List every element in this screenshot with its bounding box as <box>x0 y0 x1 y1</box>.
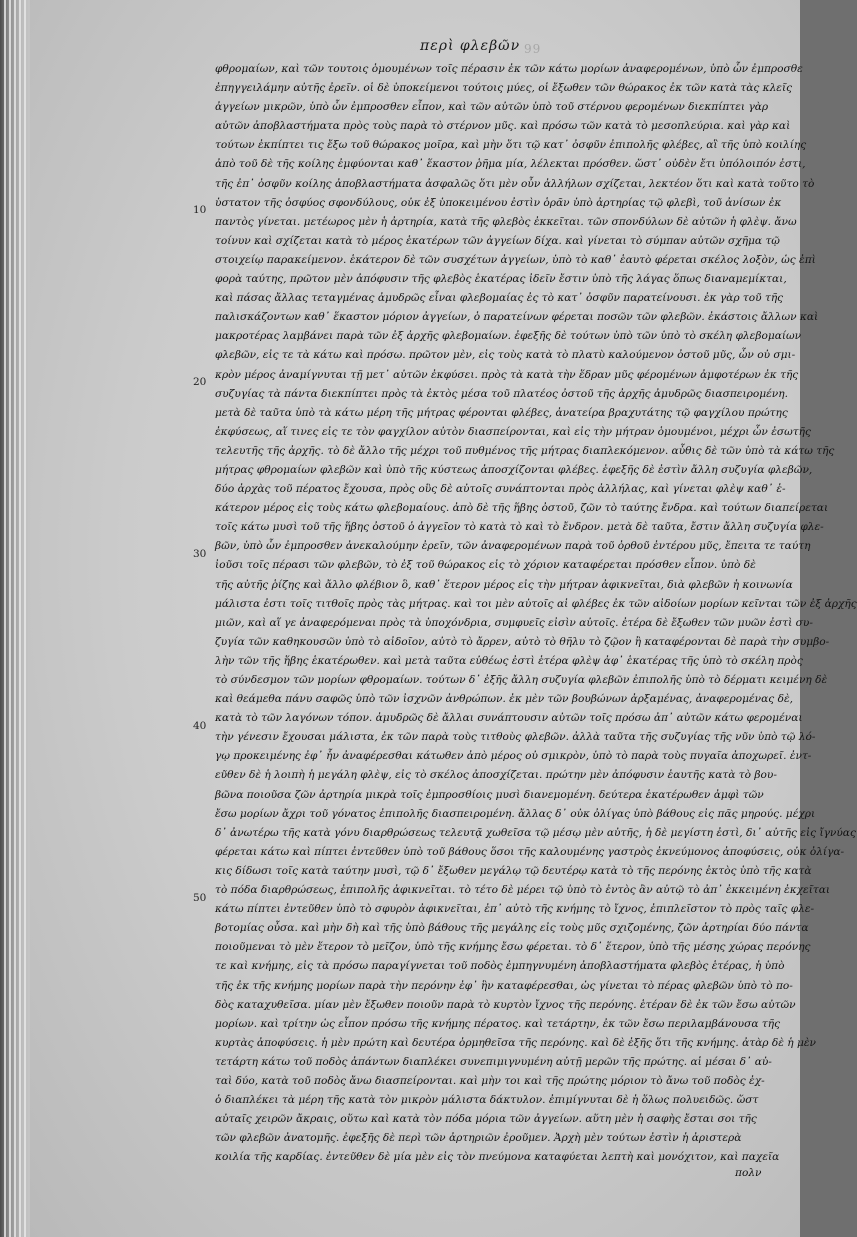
text-line: τετάρτη κάτω τοῦ ποδὸς ἁπάντων διαπλέκει συνεπιμιγνυμένη αὐτῇ μερῶν τῆς πρώτης. αἱ μέσαι δ᾽ αὐ- <box>215 1055 772 1068</box>
line-number: 20 <box>193 376 207 388</box>
text-line: κοιλία τῆς καρδίας. ἐντεῦθεν δὲ μία μὲν εἰς τὸν πνεύμονα καταφύεται λεπτὴ καὶ μονόχιτον, καὶ παχεῖα <box>215 1151 780 1164</box>
text-line: ἐκφύσεως, αἵ τινες εἰς τε τὸν φαγχίλον αὐτὸν διασπείρονται, καὶ εἰς τὴν μήτραν ὁμουμένοι, μέχρι ὧν ἐσωτῆς <box>215 425 811 438</box>
text-line: παλισκάζοντων καθ᾽ ἕκαστον μόριον ἀγγείων, ὁ παρατείνων φέρεται ποσῶν τῶν φλεβῶν. ἐκάστοις ἄλλων καὶ <box>215 311 819 324</box>
text-line: βῶνα ποιοῦσα ζῶν ἀρτηρία μικρὰ τοῖς ἐμπροσθίοις μυσὶ διανεμομένη. δεύτερα ἑκατέρωθεν ἀμφὶ τῶν <box>215 788 764 801</box>
text-line: κατὰ τὸ τῶν λαγόνων τόπον. ἀμυδρῶς δὲ ἄλλαι συνάπτουσιν αὐτῶν τοῖς πρόσω ἀπ᾽ αὐτῶν κάτω φερομέναι <box>215 712 803 725</box>
text-line: κις δίδωσι τοῖς κατὰ ταύτην μυσὶ, τῷ δ᾽ ἔξωθεν μεγάλῳ τῷ δευτέρῳ κατὰ τὸ τῆς περόνης ἐκτὸς ὑπὸ τῆς κατὰ <box>215 864 812 877</box>
text-line: λὴν τῶν τῆς ἥβης ἑκατέρωθεν. καὶ μετὰ ταῦτα εὐθέως ἐστὶ ἑτέρα φλὲψ ἀφ᾽ ἑκατέρας τῆς ὑπὸ τὸ σκέλη πρὸς <box>215 654 803 667</box>
text-line: αὐτῶν ἀποβλαστήματα πρὸς τοὺς παρὰ τὸ στέρνον μῦς. καὶ πρόσω τῶν κατὰ τὸ μεσοπλεύρια. καὶ γὰρ καὶ <box>215 120 791 133</box>
text-line: εῦθεν δὲ ἡ λοιπὴ ἡ μεγάλη φλὲψ, εἰς τὸ σκέλος ἀποσχίζεται. πρώτην μὲν ἀπόφυσιν ἑαυτῆς κατὰ τὸ βου- <box>215 769 777 782</box>
text-line: καὶ πάσας ἄλλας τεταγμένας ἀμυδρῶς εἶναι φλεβομαίας ἐς τὸ κατ᾽ ὀσφῦν παρατείνουσι. ἐκ γὰρ τοῦ τῆς <box>215 292 784 305</box>
text-line: δὸς καταχυθεῖσα. μίαν μὲν ἔξωθεν ποιοῦν παρὰ τὸ κυρτὸν ἴχνος τῆς περόνης. ἑτέραν δὲ ἐκ τῶν ἔσω αὐτῶν <box>215 998 796 1011</box>
line-number: 40 <box>193 720 207 732</box>
text-line: τούτων ἐκπίπτει τις ἔξω τοῦ θώρακος μοῖρα, καὶ μὴν ὅτι τῷ κατ᾽ ὀσφῦν ἐπιπολῆς φλέβες, αἳ τῆς ὑπὸ κοιλίης <box>215 139 807 152</box>
text-line: μετὰ δὲ ταῦτα ὑπὸ τὰ κάτω μέρη τῆς μήτρας φέρονται φλέβες, ἀνατείρα βραχυτάτης τῷ φαγχίλου πρώτης <box>215 406 788 419</box>
text-line: δ᾽ ἀνωτέρω τῆς κατὰ γόνυ διαρθρώσεως τελευτᾷ χωθεῖσα τῷ μέσῳ μὲν αὐτῆς, ἡ δὲ μεγίστη ἐστὶ, δι᾽ αὐτῆς εἰς ἴγνύας <box>215 826 856 839</box>
text-line: καὶ θεάμεθα πάνυ σαφῶς ὑπὸ τῶν ἰσχνῶν ἀνθρώπων. ἐκ μὲν τῶν βουβώνων ἀρξαμένας, ἀναφερομένας δὲ, <box>215 693 794 706</box>
text-line: ἀγγείων μικρῶν, ὑπὸ ὧν ἐμπροσθεν εἶπον, καὶ τῶν αὐτῶν ὑπὸ τοῦ στέρνου φερομένων διεκπίπτει γὰρ <box>215 101 769 114</box>
text-line: παντὸς γίνεται. μετέωρος μὲν ἡ ἀρτηρία, κατὰ τῆς φλεβὸς ἐκκεῖται. τῶν σπονδύλων δὲ αὐτῶν ἡ φλὲψ. ἄνω <box>215 215 797 228</box>
text-line: κρὸν μέρος ἀναμίγνυται τῇ μετ᾽ αὐτῶν ἐκφύσει. πρὸς τὰ κατὰ τὴν ἕδραν μῦς φέρομένων ἀμφοτέρων ἐκ τῆς <box>215 368 799 381</box>
text-line: τὸ πόδα διαρθρώσεως, ἐπιπολῆς ἀφικνεῖται. τὸ τέτο δὲ μέρει τῷ ὑπὸ τὸ ἐντὸς ἂν αὐτῷ τὸ ἀπ᾽ ἐκκειμένη ἐκχεῖται <box>215 884 831 897</box>
text-line: ὑστατον τῆς ὀσφύος σφονδύλους, οὐκ ἐξ ὑποκειμένου ἐστὶν ὁρᾶν ὑπὸ ἀρτηρίας τῷ φλεβὶ, τοῦ ἀνίσων ἐκ <box>215 196 782 209</box>
line-number: 30 <box>193 548 207 560</box>
text-line: συζυγίας τὰ πάντα διεκπίπτει πρὸς τὰ ἐκτὸς μέσα τοῦ πλατέος ὀστοῦ τῆς ἀρχῆς ἀμυδρῶς διασπειρομένη. <box>215 387 788 400</box>
text-line: ποιοῦμεναι τὸ μὲν ἕτερον τὸ μεῖζον, ὑπὸ τῆς κνήμης ἔσω φέρεται. τὸ δ᾽ ἕτερον, ὑπὸ τῆς μέσης χώρας περόνης <box>215 941 811 954</box>
page-edge <box>24 0 26 1237</box>
text-line: τῆς αὐτῆς ῥίζης καὶ ἄλλο φλέβιον ὃ, καθ᾽ ἕτερον μέρος εἰς τὴν μήτραν ἀφικνεῖται, διὰ φλεβῶν ἡ κοινωνία <box>215 578 793 591</box>
text-line: ἀπὸ τοῦ δὲ τῆς κοίλης ἐμφύονται καθ᾽ ἕκαστον ῥῆμα μία, λέλεκται πρόσθεν. ὥστ᾽ οὐδὲν ἔτι ὑπόλοιπόν ἐστι, <box>215 158 806 171</box>
text-line: μήτρας φθρομαίων φλεβῶν καὶ ὑπὸ τῆς κύστεως ἀποσχίζονται φλέβες. ἐφεξῆς δὲ ἐστὶν ἄλλη συζυγία φλεβῶν, <box>215 463 813 476</box>
page-edge <box>9 0 11 1237</box>
text-line: αὐταῖς χειρῶν ἄκραις, οὕτω καὶ κατὰ τὸν πόδα μόρια τῶν ἀγγείων. αὕτη μὲν ἡ σαφὴς ἔσται σοι τῆς <box>215 1113 757 1126</box>
text-line: φλεβῶν, εἰς τε τὰ κάτω καὶ πρόσω. πρῶτον μὲν, εἰς τοὺς κατὰ τὸ πλατὺ καλούμενον ὀστοῦ μῦς, ὧν οὐ σμι- <box>215 349 796 362</box>
text-line: δύο ἀρχὰς τοῦ πέρατος ἔχουσα, πρὸς οὓς δὲ αὐτοῖς συνάπτονται πρὸς ἀλλήλας, καὶ γίνεται φλὲψ καθ᾽ ἑ- <box>215 483 786 496</box>
text-line: τὴν γένεσιν ἔχουσαι μάλιστα, ἐκ τῶν παρὰ τοὺς τιτθοὺς φλεβῶν. ἀλλὰ ταῦτα τῆς συζυγίας τῆς νῦν ὑπὸ τῷ λό- <box>215 731 816 744</box>
text-line: τοῖς κάτω μυσὶ τοῦ τῆς ἥβης ὀστοῦ ὁ ἀγγεῖον τὸ κατὰ τὸ καὶ τὸ ἔνδρον. μετὰ δὲ ταῦτα, ἔστιν ἄλλη συζυγία φλε- <box>215 521 824 534</box>
text-line: τὸ σύνδεσμον τῶν μορίων φθρομαίων. τούτων δ᾽ ἐξῆς ἄλλη συζυγία φλεβῶν ἐπιπολῆς ὑπὸ τὸ δέρματι κειμένη δὲ <box>215 674 828 686</box>
text-line: ἔσω μορίων ἄχρι τοῦ γόνατος ἐπιπολῆς διασπειρομένη. ἄλλας δ᾽ οὐκ ὀλίγας ὑπὸ βάθους εἰς πᾶς μηρούς. μέχρι <box>215 807 816 820</box>
text-line: τε καὶ κνήμης, εἰς τὰ πρόσω παραγίγνεται τοῦ ποδὸς ἐμπηγνυμένη ἀποβλαστήματα φλεβὸς ἑτέρας, ἡ ὑπὸ <box>215 960 785 973</box>
text-line: κυρτὰς ἀποφύσεις. ἡ μὲν πρώτη καὶ δευτέρα ὁρμηθεῖσα τῆς περόνης. καὶ δὲ ἐξῆς ὅτι τῆς κνήμης. ἀτὰρ δὲ ἡ μὲν <box>215 1036 816 1049</box>
text-line: μάλιστα ἐστι τοῖς τιτθοῖς πρὸς τὰς μήτρας. καὶ τοι μὲν αὐτοῖς αἱ φλέβες ἐκ τῶν αἰδοίων μορίων κεῖνται τῶν ἐξ ἀρχῆς <box>215 597 857 610</box>
text-line: ἐπηγγειλάμην αὐτῆς ἐρεῖν. οἱ δὲ ὑποκείμενοι τούτοις μύες, οἱ ἔξωθεν τῶν θώρακος ἐκ τῶν κατὰ τὰς κλεῖς <box>215 82 793 95</box>
text-line: φθρομαίων, καὶ τῶν τουτοις ὁμουμένων τοῖς πέρασιν ἐκ τῶν κάτω μορίων ἀναφερομένων, ὑπὸ ὧν ἐμπροσθε <box>215 63 803 75</box>
text-line: μακροτέρας λαμβάνει παρὰ τῶν ἐξ ἀρχῆς φλεβομαίων. ἐφεξῆς δὲ τούτων ὑπὸ τῶν ὑπὸ τὸ σκέλη φλεβομαίων <box>215 330 802 343</box>
text-line: μιῶν, καὶ αἵ γε ἀναφερόμεναι πρὸς τὰ ὑποχόνδρια, συμφυεῖς εἰσὶν αὐτοῖς. ἐτέρα δὲ ἔξωθεν τῶν μυῶν ἐστὶ συ- <box>215 616 813 629</box>
text-line: φορὰ ταύτης, πρῶτον μὲν ἀπόφυσιν τῆς φλεβὸς ἑκατέρας ἰδεῖν ἔστιν ὑπὸ τῆς λάγας ὅπως διαναμεμίκται, <box>215 273 787 286</box>
text-line: γῳ προκειμένης ἐφ᾽ ἧν ἀναφέρεσθαι κάτωθεν ἀπὸ μέρος οὐ σμικρὸν, ὑπὸ τὸ παρὰ τοὺς πυγαῖα ἀποχωρεῖ. ἐντ- <box>215 750 812 763</box>
text-line: ταὶ δύο, κατὰ τοῦ ποδὸς ἄνω διασπείρονται. καὶ μὴν τοι καὶ τῆς πρώτης μόριον τὸ ἄνω τοῦ ποδὸς ἐχ- <box>215 1074 765 1087</box>
page-edge <box>19 0 21 1237</box>
text-line: τοίνυν καὶ σχίζεται κατὰ τὸ μέρος ἑκατέρων τῶν ἀγγείων δίχα. καὶ γίνεται τὸ σύμπαν αὐτῶν σχῆμα τῷ <box>215 234 780 247</box>
text-line: τῶν φλεβῶν ἀνατομῆς. ἐφεξῆς δὲ περὶ τῶν ἀρτηριῶν ἐροῦμεν. Ἀρχὴ μὲν τούτων ἐστὶν ἡ ἀριστερὰ <box>215 1132 742 1145</box>
text-line: ζυγία τῶν καθηκουσῶν ὑπὸ τὸ αἰδοῖον, αὐτὸ τὸ ἄρρεν, αὐτὸ τὸ θῆλυ τὸ ζῷον ἢ καταφέρονται δὲ παρὰ τὴν συμβο- <box>215 635 830 648</box>
line-number: 10 <box>193 204 207 216</box>
page-edge <box>4 0 6 1237</box>
page-edge <box>14 0 16 1237</box>
bleed-through-folio: 99 <box>524 42 542 56</box>
text-line: τελευτῆς τῆς ἀρχῆς. τὸ δὲ ἄλλο τῆς μέχρι τοῦ πυθμένος τῆς μήτρας διαπλεκόμενον. αὖθις δὲ τῶν ὑπὸ τὰ κάτω τῆς <box>215 444 835 457</box>
text-line: κάτερον μέρος εἰς τοὺς κάτω φλεβομαίους. ἀπὸ δὲ τῆς ἥβης ὀστοῦ, ζῶν τὸ ταύτης ἔνδρα. καὶ τούτων διαπείρεται <box>215 502 829 515</box>
text-line: κάτω πίπτει ἐντεῦθεν ὑπὸ τὸ σφυρὸν ἀφικνεῖται, ἐπ᾽ αὐτὸ τῆς κνήμης τὸ ἴχνος, ἐπιπλεῖστον τὸ πρὸς ταῖς φλε- <box>215 903 815 916</box>
text-line: φέρεται κάτω καὶ πίπτει ἐντεῦθεν ὑπὸ τοῦ βάθους ὅσοι τῆς καλουμένης γαστρὸς ἐκνεύμονος ἀποφύσεις, οὐκ ὀλίγα- <box>215 845 845 858</box>
catchword: πολν <box>735 1167 762 1179</box>
main-text-column <box>215 60 857 1167</box>
running-head: περὶ φλεβῶν <box>420 38 521 54</box>
text-line: ὁ διαπλέκει τὰ μέρη τῆς κατὰ τὸν μικρὸν μάλιστα δάκτυλον. ἐπιμίγνυται δὲ ἡ ὅλως πολυειδῶς. ὥστ <box>215 1094 759 1107</box>
text-line: μορίων. καὶ τρίτην ὡς εἶπον πρόσω τῆς κνήμης πέρατος. καὶ τετάρτην, ἐκ τῶν ἔσω περιλαμβάνουσα τῆς <box>215 1017 781 1030</box>
line-number: 50 <box>193 892 207 904</box>
text-line: βῶν, ὑπὸ ὧν ἐμπροσθεν ἀνεκαλούμην ἐρεῖν, τῶν ἀναφερομένων παρὰ τοῦ ὀρθοῦ ἐντέρου μῦς, ἔπειτα τε ταύτη <box>215 540 811 553</box>
text-line: ἰοῦσι τοῖς πέρασι τῶν φλεβῶν, τὸ ἐξ τοῦ θώρακος εἰς τὸ χόριον καταφέρεται πρόσθεν εἶπον. ὑπὸ δὲ <box>215 559 756 572</box>
text-line: τῆς ἐκ τῆς κνήμης μορίων παρὰ τὴν περόνην ἐφ᾽ ἣν καταφέρεσθαι, ὡς γίνεται τὸ πέρας φλεβῶν ὑπὸ τὸ πο- <box>215 979 793 992</box>
text-line: βοτομίας οὖσα. καὶ μὴν δὴ καὶ τῆς ὑπὸ βάθους τῆς μεγάλης εἰς τοὺς μῦς σχιζομένης, ζῶν ἀρτηρίαι δύο πάντα <box>215 922 809 935</box>
text-line: στοιχείῳ παρακείμενον. ἑκάτερον δὲ τῶν συσχέτων ἀγγείων, ὑπὸ τὸ καθ᾽ ἑαυτὸ φέρεται σκέλος λοξὸν, ὡς ἐπὶ <box>215 253 816 266</box>
text-line: τῆς ἐπ᾽ ὀσφῦν κοίλης ἀποβλαστήματα ἀσφαλῶς ὅτι μὲν οὖν ἀλλήλων σχίζεται, λεκτέον ὅτι καὶ κατὰ τοῦτο τὸ <box>215 177 815 190</box>
